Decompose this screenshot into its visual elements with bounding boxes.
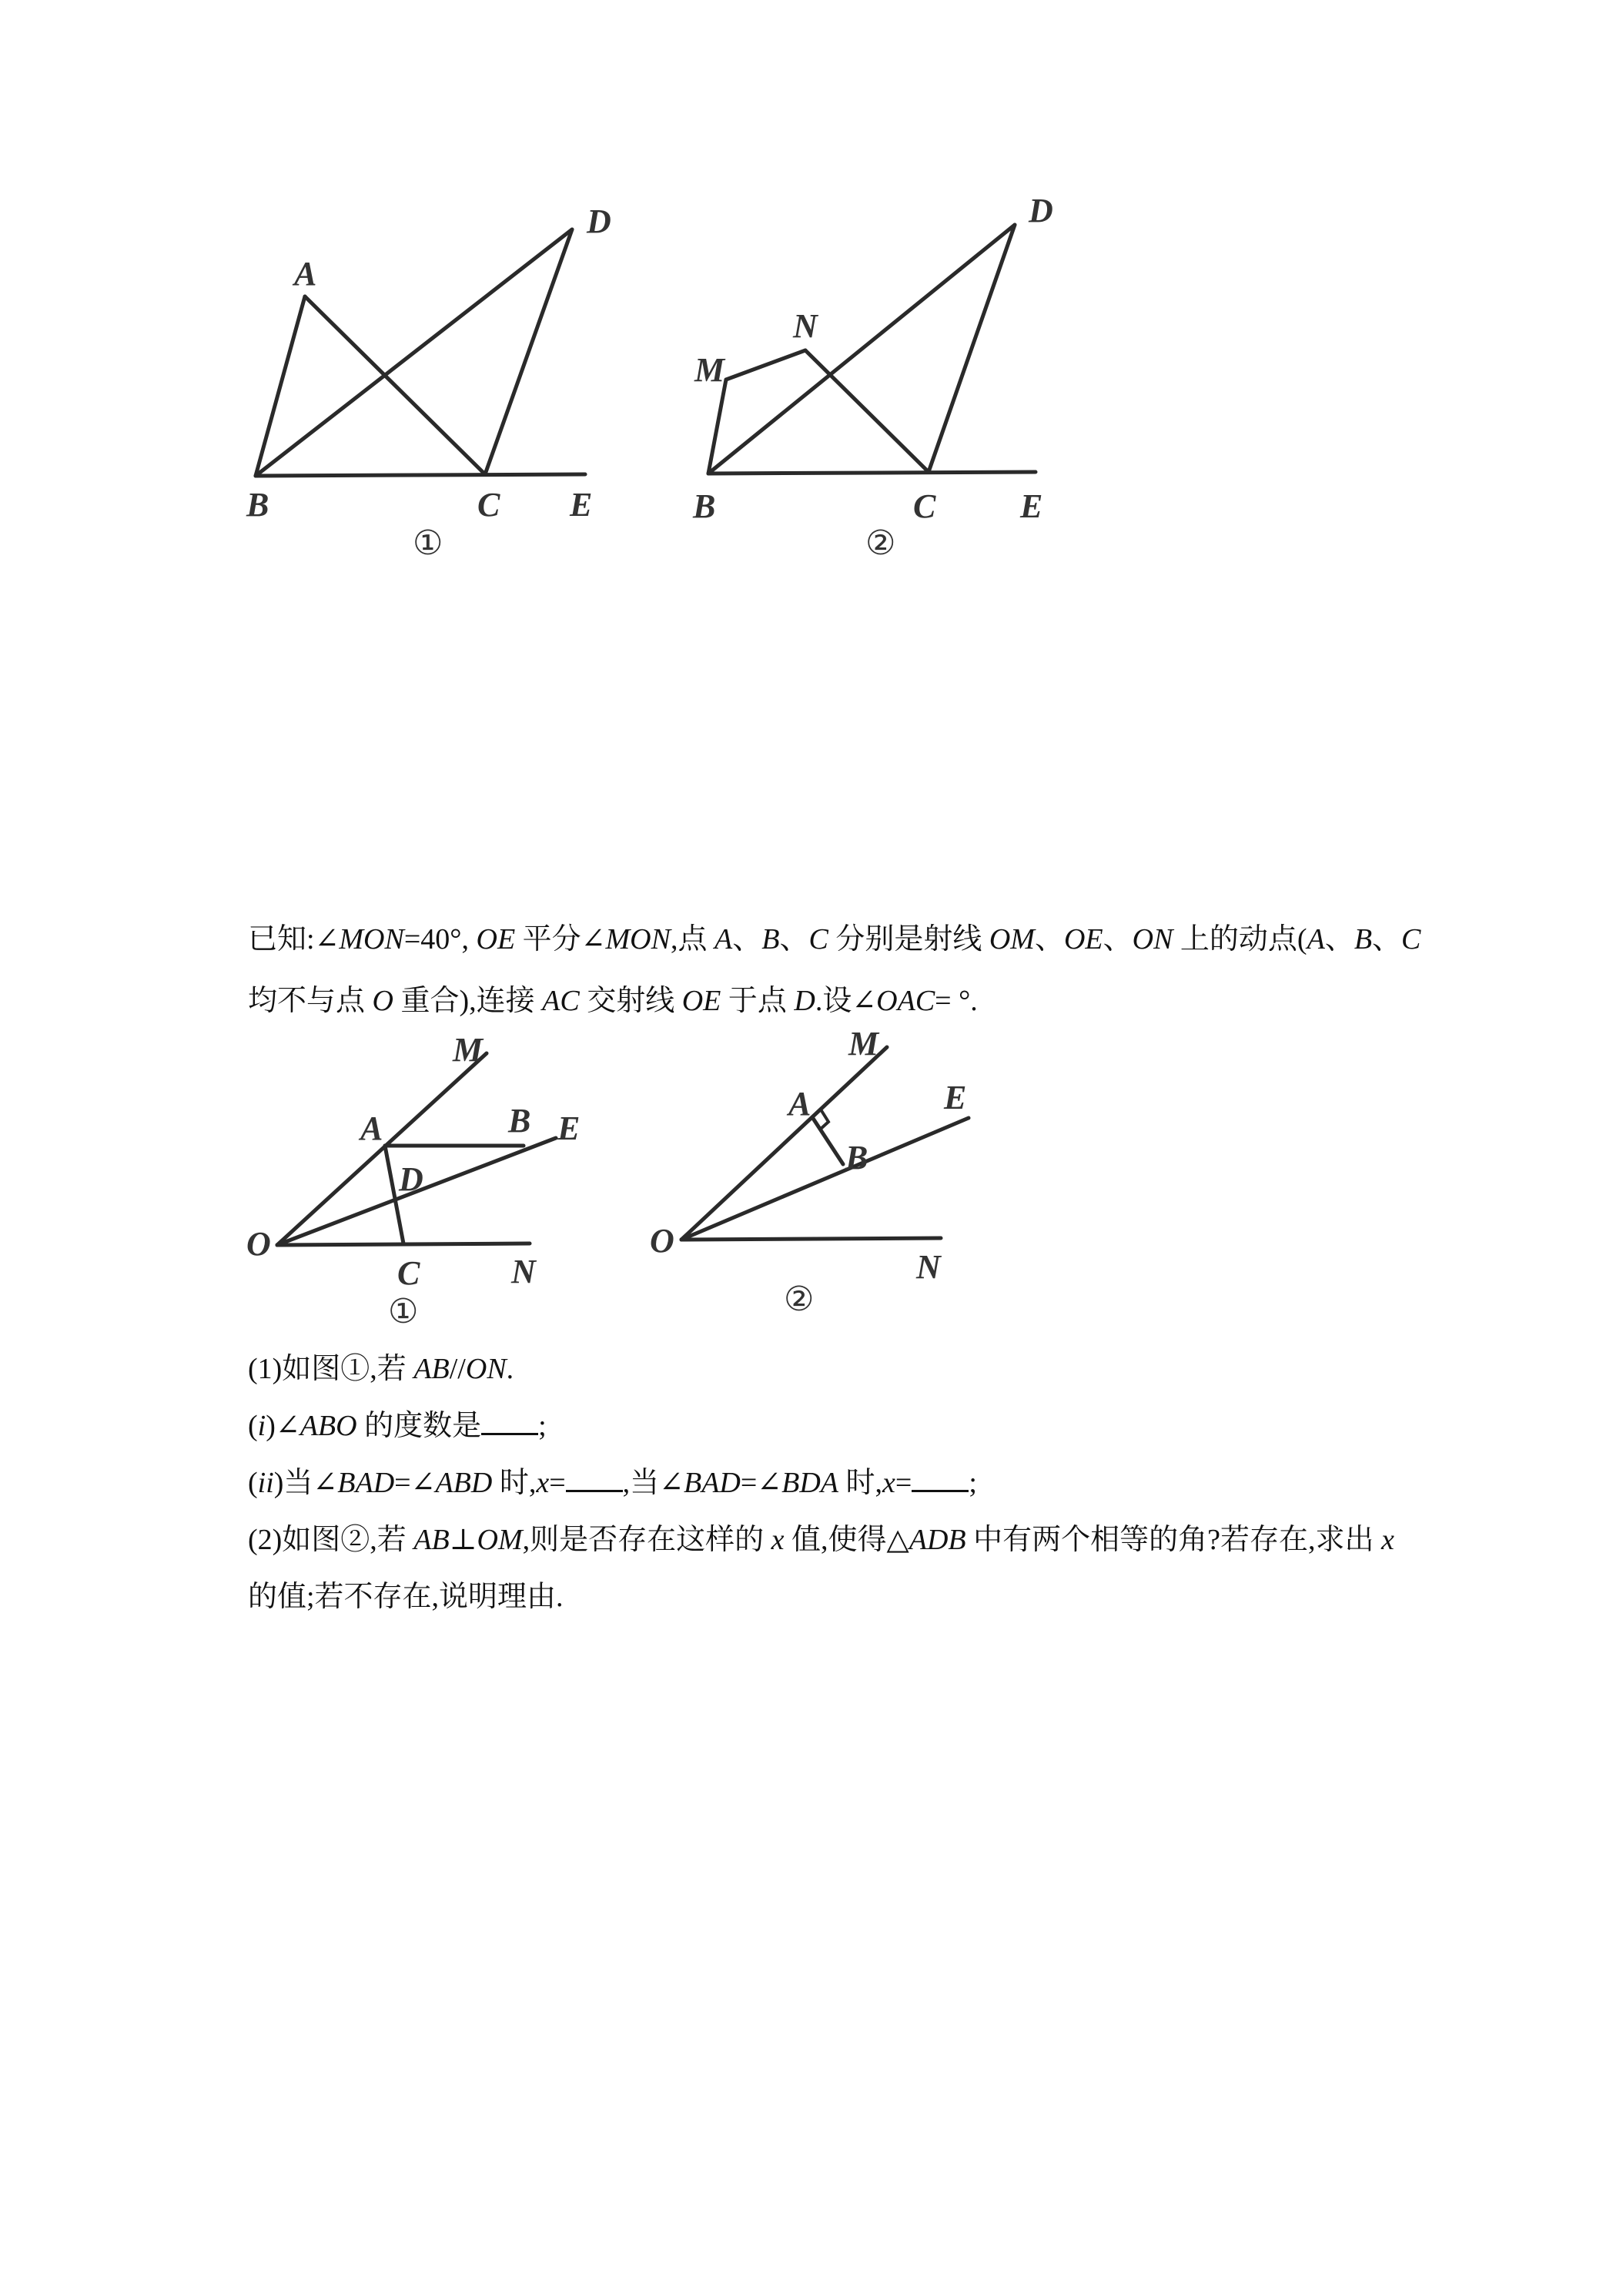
segment-AC — [305, 296, 485, 474]
point-label-A: A — [294, 255, 317, 293]
bottom-figure-1 — [239, 1024, 601, 1332]
ray-ON — [681, 1238, 941, 1240]
point-label-E: E — [1020, 487, 1043, 525]
point-label-N: N — [793, 307, 818, 345]
top-figure-2-diagram — [678, 185, 1078, 563]
point-label-N: N — [916, 1248, 941, 1286]
point-label-A: A — [360, 1110, 383, 1147]
point-label-M: M — [848, 1025, 879, 1063]
point-label-O: O — [246, 1225, 271, 1263]
top-figure-2 — [678, 185, 1078, 563]
segment-DC — [485, 229, 572, 474]
segment-BA — [256, 296, 305, 476]
answer-blank-x2[interactable] — [912, 1464, 969, 1492]
ray-OM — [277, 1053, 487, 1245]
point-label-C: C — [913, 487, 936, 525]
point-label-B: B — [845, 1139, 868, 1176]
question-1-ii: (ii)当∠BAD=∠ABD 时,x= ,当∠BAD=∠BDA 时,x= ; — [248, 1458, 977, 1501]
point-label-D: D — [1029, 192, 1053, 229]
point-label-C: C — [477, 486, 500, 524]
point-label-M: M — [694, 351, 725, 389]
point-label-O: O — [650, 1222, 674, 1260]
point-label-C: C — [397, 1254, 420, 1292]
bottom-figure-2-diagram — [639, 1024, 1009, 1332]
top-figure-1-diagram — [231, 185, 631, 563]
question-1-i: (i)∠ABO 的度数是 ; — [248, 1401, 547, 1444]
figure-caption-1: ① — [413, 524, 443, 563]
point-label-B: B — [246, 486, 269, 524]
bottom-figure-2 — [639, 1024, 1009, 1332]
segment-BE — [256, 474, 585, 476]
problem-intro-line-1: 已知:∠MON=40°, OE 平分∠MON,点 A、B、C 分别是射线 OM、OE、ON 上的动点(A、B、C — [248, 923, 1421, 956]
bottom-figure-1-diagram — [239, 1024, 601, 1332]
figure-caption-2: ② — [784, 1280, 815, 1319]
question-1: (1)如图①,若 AB//ON. — [248, 1353, 514, 1385]
question-2-line-1: (2)如图②,若 AB⊥OM,则是否存在这样的 x 值,使得△ADB 中有两个相等的角?若存在,求出 x — [248, 1524, 1394, 1556]
problem-intro-line-2: 均不与点 O 重合),连接 AC 交射线 OE 于点 D.设∠OAC= °. — [248, 985, 978, 1017]
segment-BE — [708, 472, 1036, 474]
point-label-E: E — [944, 1079, 967, 1116]
point-label-M: M — [453, 1031, 484, 1069]
point-label-A: A — [788, 1085, 812, 1123]
answer-blank-abo[interactable] — [481, 1407, 538, 1435]
answer-blank-x1[interactable] — [566, 1464, 623, 1492]
segment-BD — [708, 225, 1015, 474]
segment-NC — [805, 350, 929, 472]
point-label-D: D — [399, 1160, 423, 1198]
figure-caption-1: ① — [388, 1292, 419, 1331]
point-label-E: E — [557, 1110, 581, 1147]
top-figure-1 — [231, 185, 631, 563]
segment-MN — [726, 350, 805, 380]
point-label-B: B — [693, 487, 716, 525]
point-label-N: N — [511, 1253, 536, 1290]
right-angle-mark — [820, 1110, 828, 1130]
point-label-B: B — [508, 1102, 531, 1140]
question-2-line-2: 的值;若不存在,说明理由. — [248, 1581, 564, 1613]
point-label-D: D — [587, 202, 611, 240]
point-label-E: E — [570, 486, 593, 524]
figure-caption-2: ② — [865, 524, 896, 563]
